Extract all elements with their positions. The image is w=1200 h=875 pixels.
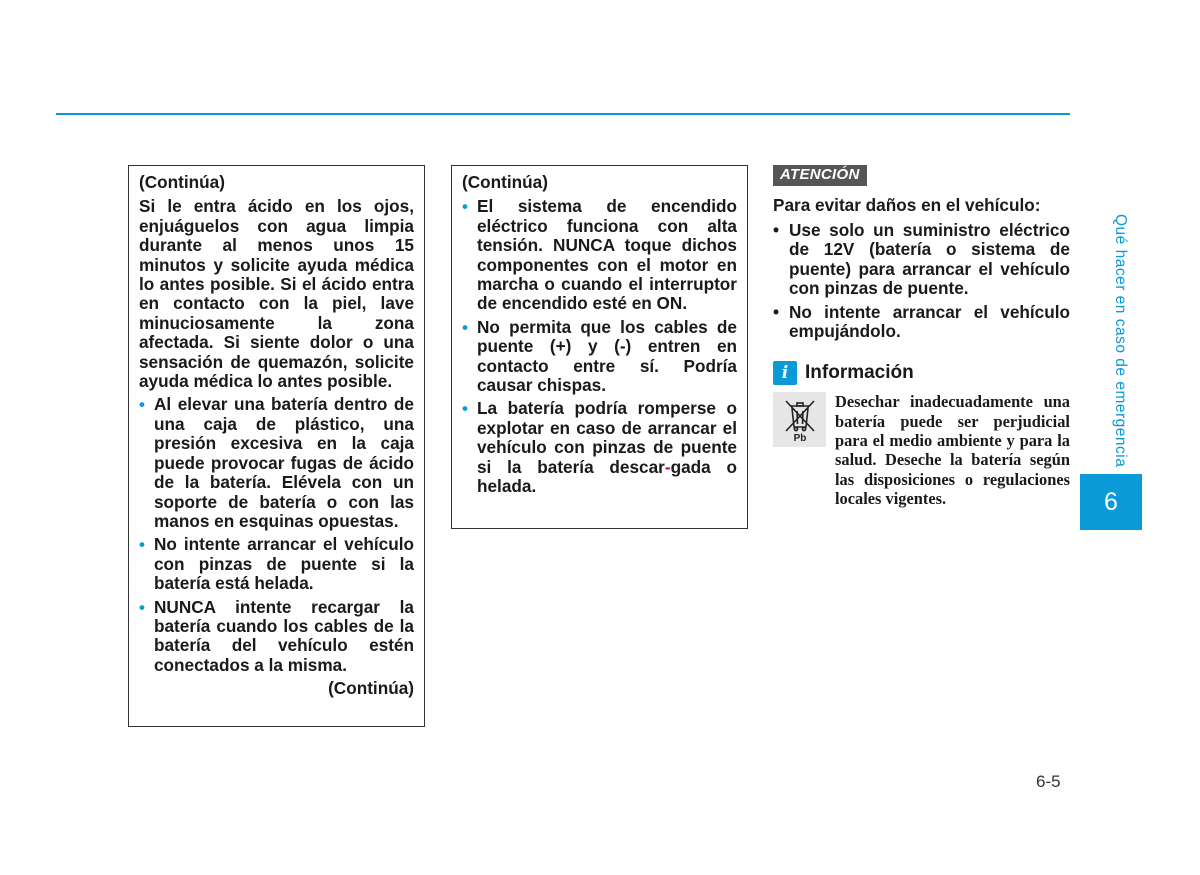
chapter-number-tab: 6 [1080,474,1142,530]
crossed-bin-icon [779,397,821,443]
page-number: 6-5 [1036,772,1061,791]
list-item: • La batería podría romperse o explotar en caso de arrancar el vehículo con pinzas de puente si la batería descar-gada o helada. [462,398,738,497]
list-item: • No intente arrancar el vehículo con pinzas de puente si la batería está helada. [139,534,414,594]
continued-label-bottom: (Continúa) [328,678,414,699]
bullet-icon: • [773,301,780,322]
info-icon: i [773,361,797,385]
bullet-icon: • [773,220,780,240]
info-header [773,361,1070,385]
right-column [773,165,1070,508]
bullet-icon: • [139,597,145,617]
bullet-icon: • [462,197,468,217]
continued-label-top: (Continúa) [139,172,225,192]
bullet-icon: • [462,399,468,419]
bullet-icon: • [139,395,145,415]
acid-warning-paragraph: Si le entra ácido en los ojos, enjuáguelos con agua limpia durante al menos unos 15 minutos y solicite ayuda médica lo antes posible. Si el ácido entra en contacto con la piel, lave minuciosamente la zona afectada. Si siente dolor o una sensación de quemazón, solicite ayuda médica lo antes posible. [139,196,414,392]
bullet-icon: • [462,317,468,337]
bin-label: Pb [793,432,806,443]
list-item: • Al elevar una batería dentro de una caja de plástico, una presión excesiva en la caja puede provocar fugas de ácido de la batería. Elévela con un soporte de batería o con las manos en esquinas opuestas. [139,394,414,531]
caution-list [773,221,1070,341]
info-body [773,392,1070,508]
chapter-title-vertical: Qué hacer en caso de emergencia [1112,214,1129,468]
warning-box-continued-left [128,165,425,727]
list-item: • No permita que los cables de puente (+) y (-) entren en contacto entre sí. Podría causar chispas. [462,316,737,396]
warning-list [462,197,737,496]
hyphen-mark: - [664,456,671,477]
info-text: Desechar inadecuadamente una batería puede ser perjudicial para el medio ambiente y para la salud. Deseche la batería según las disposiciones o regulaciones locales vigentes. [835,392,1070,508]
caution-badge: ATENCIÓN [773,165,867,186]
list-item: • El sistema de encendido eléctrico funciona con alta tensión. NUNCA toque dichos componentes con el motor en marcha o cuando el interruptor de encendido esté en ON. [462,196,737,314]
warning-box-continued-middle [451,165,748,529]
list-item: • Use solo un suministro eléctrico de 12V (batería o sistema de puente) para arrancar el vehículo con pinzas de puente. [773,220,1070,299]
info-title: Información [805,362,914,384]
list-item: • No intente arrancar el vehículo empujándolo. [773,301,1070,342]
caution-title: Para evitar daños en el vehículo: [773,195,1041,215]
list-item: • NUNCA intente recargar la batería cuando los cables de la batería del vehículo estén conectados a la misma. [139,596,414,675]
bullet-icon: • [139,535,145,555]
crossed-bin-pb-icon [773,392,826,447]
continued-label-top: (Continúa) [462,172,548,192]
warning-list [139,395,414,675]
header-rule [56,113,1070,115]
